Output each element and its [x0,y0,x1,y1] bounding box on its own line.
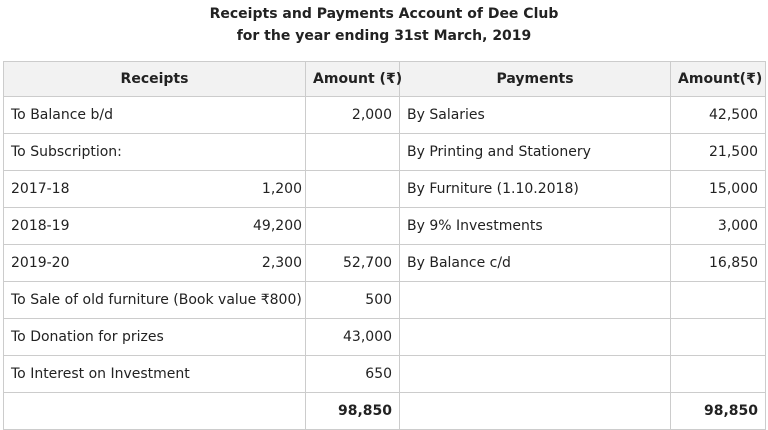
table-row [4,208,766,245]
receipt-amount: 2,000 [306,97,400,134]
payment-item: By Printing and Stationery [400,134,671,171]
payment-amount [671,282,766,319]
table-row [4,282,766,319]
payment-item [400,319,671,356]
payments-header: Payments [400,62,671,97]
receipt-amount: 52,700 [306,245,400,282]
payments-amount-header: Amount(₹) [671,62,766,97]
receipts-payments-table [3,61,766,430]
payment-amount [671,319,766,356]
receipt-item: 2017-18 [4,171,236,208]
receipt-item: To Donation for prizes [4,319,306,356]
payment-amount: 3,000 [671,208,766,245]
receipt-amount: 650 [306,356,400,393]
totals-payments-label [400,393,671,430]
table-row [4,356,766,393]
payment-amount: 42,500 [671,97,766,134]
table-row [4,134,766,171]
receipt-item: To Interest on Investment [4,356,306,393]
receipt-sub-amount: 2,300 [236,245,306,282]
receipt-sub-amount: 1,200 [236,171,306,208]
receipt-sub-amount: 49,200 [236,208,306,245]
payment-item: By Salaries [400,97,671,134]
document-title [0,3,768,47]
totals-row [4,393,766,430]
receipt-amount: 500 [306,282,400,319]
total-payments-amount: 98,850 [671,393,766,430]
receipt-amount: 43,000 [306,319,400,356]
table-row [4,97,766,134]
receipt-amount [306,208,400,245]
payment-amount: 21,500 [671,134,766,171]
table-row [4,245,766,282]
payment-amount [671,356,766,393]
receipt-item: 2019-20 [4,245,236,282]
receipts-header: Receipts [4,62,306,97]
totals-receipts-label [4,393,306,430]
payment-amount: 15,000 [671,171,766,208]
payment-item: By 9% Investments [400,208,671,245]
header-row [4,62,766,97]
payment-amount: 16,850 [671,245,766,282]
receipt-item: To Sale of old furniture (Book value ₹800) [4,282,306,319]
receipt-amount [306,134,400,171]
payment-item [400,356,671,393]
table-row [4,171,766,208]
receipt-item: 2018-19 [4,208,236,245]
receipt-amount [306,171,400,208]
receipts-amount-header: Amount (₹) [306,62,400,97]
table-row [4,319,766,356]
title-line-1: Receipts and Payments Account of Dee Club [209,6,559,22]
payment-item: By Furniture (1.10.2018) [400,171,671,208]
receipt-item: To Subscription: [4,134,306,171]
receipt-item: To Balance b/d [4,97,306,134]
title-line-2: for the year ending 31st March, 2019 [236,28,532,44]
payment-item [400,282,671,319]
payment-item: By Balance c/d [400,245,671,282]
total-receipts-amount: 98,850 [306,393,400,430]
